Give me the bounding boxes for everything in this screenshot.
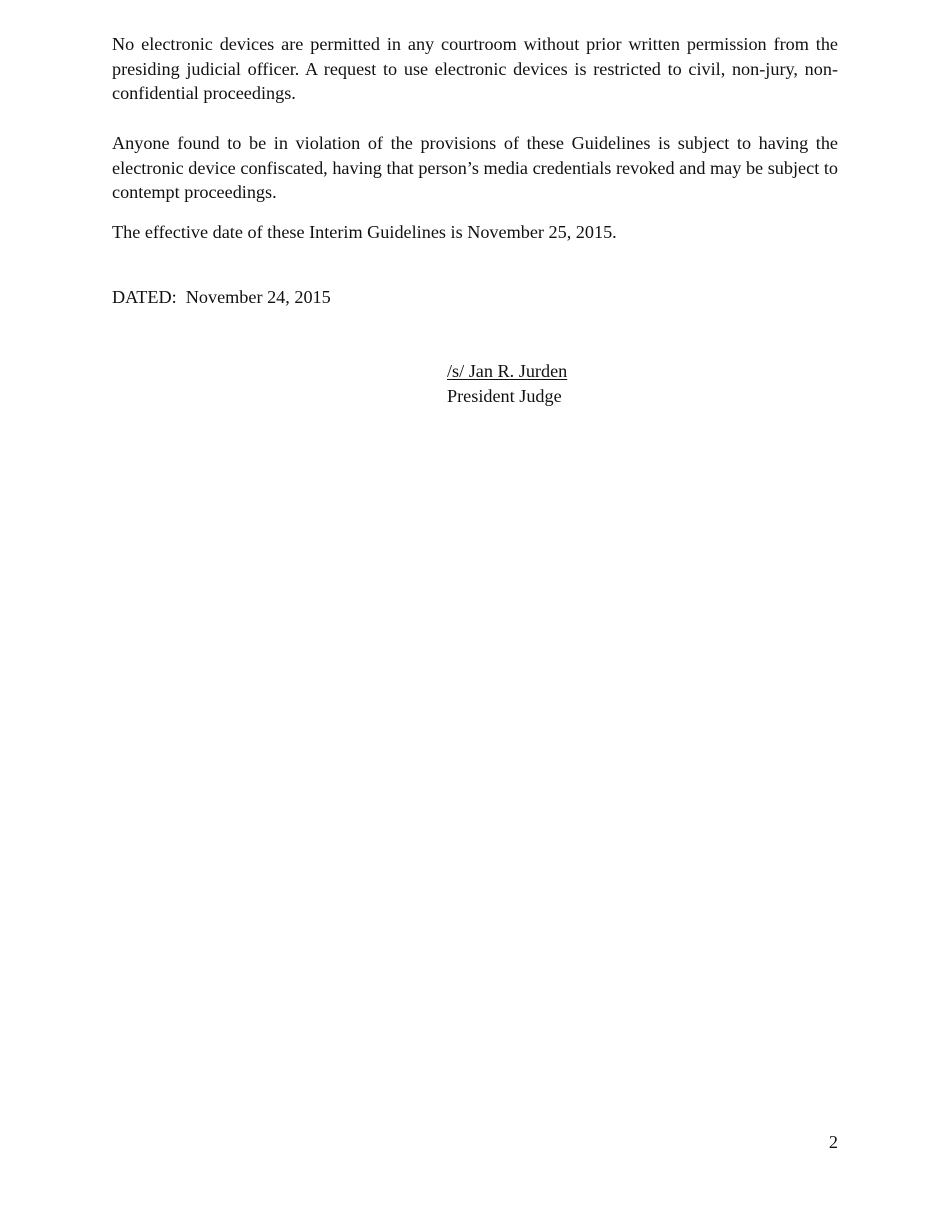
signature-title: President Judge (447, 385, 562, 406)
signature-block (447, 359, 567, 408)
dated-line: DATED: November 24, 2015 (112, 287, 331, 307)
page-number: 2 (828, 1132, 838, 1152)
paragraph-effective-date: The effective date of these Interim Guidelines is November 25, 2015. (112, 222, 617, 242)
paragraph-violation-consequences: Anyone found to be in violation of the provisions of these Guidelines is subject to having the electronic device confiscated, having that person’s media credentials revoked and may be subject to contempt proceedings. (112, 133, 838, 203)
signature-name: /s/ Jan R. Jurden (447, 361, 568, 381)
paragraph-electronic-devices-permission: No electronic devices are permitted in any courtroom without prior written permission from the presiding judicial officer. A request to use electronic devices is restricted to civil, non-jury, non-confidential proceedings. (112, 34, 838, 104)
